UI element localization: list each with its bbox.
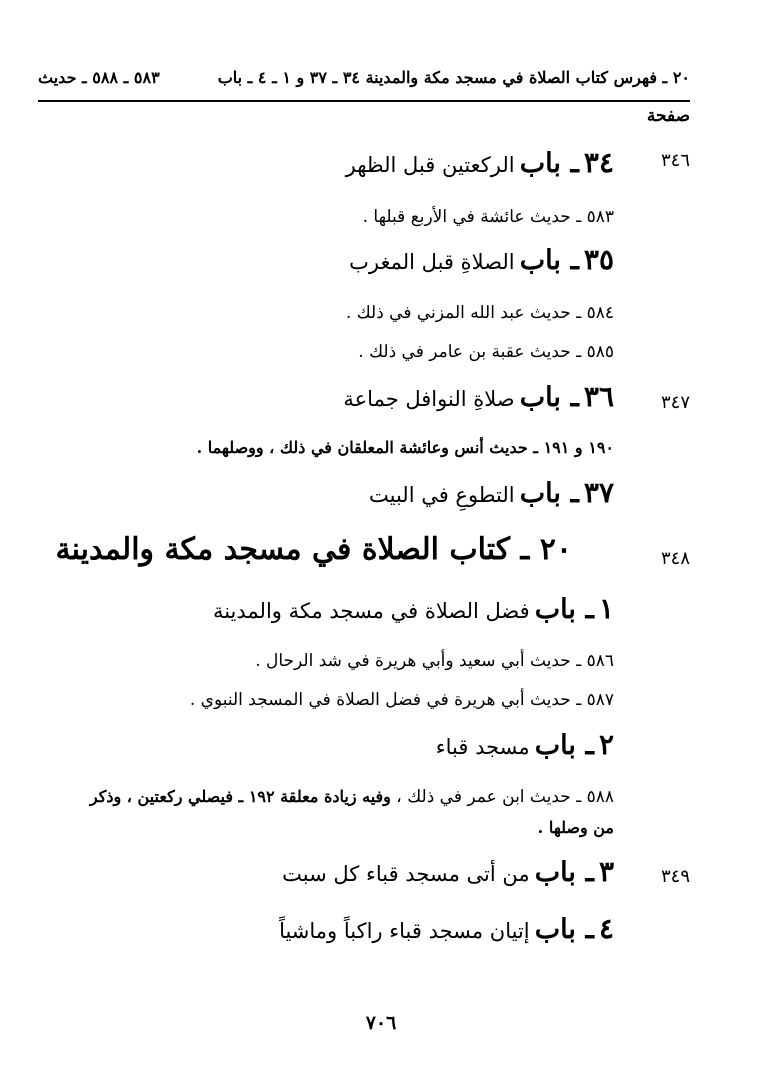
bab-number: ٣ — [598, 855, 614, 888]
hadith-583: ٥٨٣ ـ حديث عائشة في الأربع قبلها . — [362, 207, 614, 227]
bab-heading-36: ٣٦ ـ باب صلاةِ النوافل جماعة — [343, 380, 614, 413]
hadith-588-line-1 — [90, 787, 614, 807]
header-divider — [38, 100, 690, 102]
bab-title: إتيان مسجد قباء راكباً وماشياً — [279, 919, 530, 943]
bab-number: ٢ — [598, 728, 614, 761]
hadith-586: ٥٨٦ ـ حديث أبي سعيد وأبي هريرة في شد الرحال . — [255, 651, 614, 671]
kitab-heading-20: ٢٠ ـ كتاب الصلاة في مسجد مكة والمدينة — [55, 532, 572, 567]
bab-title: فضل الصلاة في مسجد مكة والمدينة — [212, 599, 530, 623]
bab-word: باب — [534, 914, 576, 945]
hadith-588-addition: وفيه زيادة معلقة ١٩٢ ـ فيصلي ركعتين ، وذكر — [89, 787, 391, 806]
bab-word: باب — [519, 245, 561, 276]
footer-page-number: ٧٠٦ — [365, 1012, 397, 1034]
bab-title: التطوعِ في البيت — [369, 483, 515, 507]
bab-word: باب — [519, 148, 561, 179]
hadith-584: ٥٨٤ ـ حديث عبد الله المزني في ذلك . — [345, 303, 614, 323]
bab-heading-34: ٣٤ ـ باب الركعتين قبل الظهر — [345, 146, 614, 179]
bab-heading-2: ٢ ـ باب مسجد قباء — [435, 728, 614, 761]
bab-heading-35: ٣٥ ـ باب الصلاةِ قبل المغرب — [349, 243, 614, 276]
hadith-587: ٥٨٧ ـ حديث أبي هريرة في فضل الصلاة في المسجد النبوي . — [189, 690, 614, 710]
bab-number: ١ — [598, 592, 614, 625]
page-ref-347: ٣٤٧ — [660, 392, 690, 413]
page-ref-349: ٣٤٩ — [660, 866, 690, 887]
bab-heading-37: ٣٧ ـ باب التطوعِ في البيت — [369, 476, 614, 509]
bab-heading-4: ٤ ـ باب إتيان مسجد قباء راكباً وماشياً — [279, 912, 614, 945]
bab-word: باب — [519, 478, 561, 509]
bab-title: مسجد قباء — [435, 735, 530, 759]
bab-number: ٣٤ — [583, 146, 614, 179]
bab-heading-1: ١ ـ باب فضل الصلاة في مسجد مكة والمدينة — [212, 592, 614, 625]
header-range: ٥٨٣ ـ ٥٨٨ ـ حديث — [38, 68, 160, 87]
header-title: ٢٠ ـ فهرس كتاب الصلاة في مسجد مكة والمدينة ٣٤ ـ ٣٧ و ١ ـ ٤ ـ باب — [217, 68, 690, 87]
bab-number: ٤ — [598, 912, 614, 945]
bab-title: من أتى مسجد قباء كل سبت — [282, 862, 530, 886]
bab-number: ٣٦ — [583, 380, 614, 413]
bab-title: الركعتين قبل الظهر — [345, 153, 515, 177]
page-ref-346: ٣٤٦ — [660, 150, 690, 171]
bab-title: صلاةِ النوافل جماعة — [343, 387, 515, 411]
hadith-585: ٥٨٥ ـ حديث عقبة بن عامر في ذلك . — [358, 342, 614, 362]
bab-word: باب — [534, 857, 576, 888]
bab-number: ٣٥ — [583, 243, 614, 276]
page-column-label: صفحة — [646, 106, 690, 126]
hadith-588-main: ٥٨٨ ـ حديث ابن عمر في ذلك ، — [390, 787, 614, 807]
bab-number: ٣٧ — [583, 476, 614, 509]
page-ref-348: ٣٤٨ — [660, 548, 690, 569]
bab-word: باب — [519, 382, 561, 413]
hadith-190-191: ١٩٠ و ١٩١ ـ حديث أنس وعائشة المعلقان في ذلك ، ووصلهما . — [196, 438, 614, 457]
bab-word: باب — [534, 730, 576, 761]
bab-word: باب — [534, 594, 576, 625]
running-header — [38, 68, 690, 98]
bab-title: الصلاةِ قبل المغرب — [349, 250, 515, 274]
hadith-588-line-2: من وصلها . — [537, 818, 614, 837]
bab-heading-3: ٣ ـ باب من أتى مسجد قباء كل سبت — [282, 855, 614, 888]
